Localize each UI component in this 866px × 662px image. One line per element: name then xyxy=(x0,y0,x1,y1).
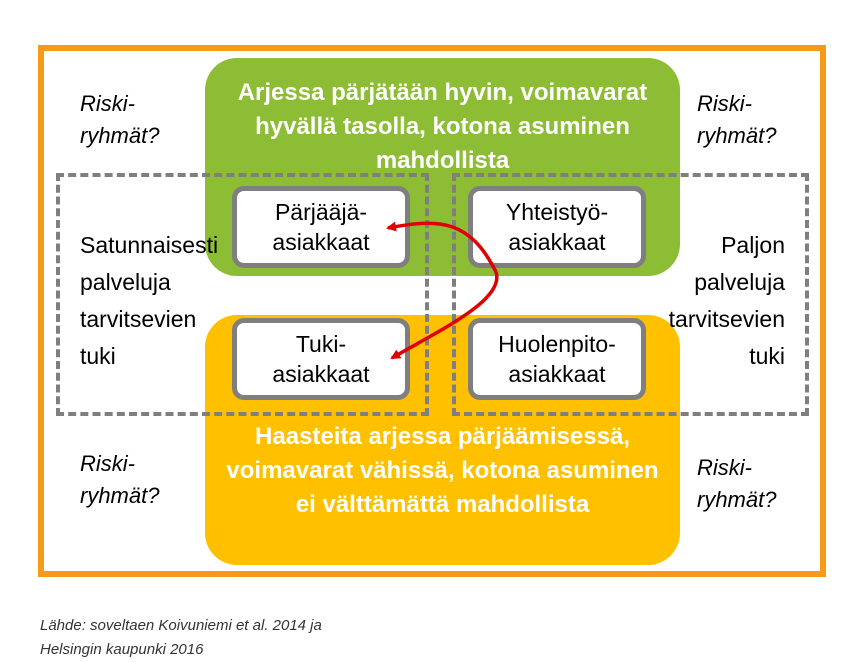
risk-group-bottom-right: Riski-ryhmät? xyxy=(697,455,777,512)
source-caption: Lähde: soveltaen Koivuniemi et al. 2014 ja Helsingin kaupunki 2016 xyxy=(40,617,322,658)
arrow-to-parjaaja xyxy=(388,223,496,272)
side-label-right: Paljon palveluja tarvitsevien tuki xyxy=(668,232,785,369)
risk-group-bottom-left: Riski-ryhmät? xyxy=(80,451,160,508)
arrow-to-tuki xyxy=(392,272,497,358)
card-parjaaja-label: Pärjääjä-asiakkaat xyxy=(272,199,370,255)
side-label-left: Satunnaisesti palveluja tarvitsevien tuki xyxy=(80,232,219,369)
green-zone-text: Arjessa pärjätään hyvin, voimavarat hyvällä tasolla, kotona asuminen mahdollista xyxy=(237,79,648,174)
card-yhteistyo-label: Yhteistyö-asiakkaat xyxy=(505,199,609,255)
orange-zone-text: Haasteita arjessa pärjäämisessä, voimavarat vähissä, kotona asuminen ei välttämättä mahdollista xyxy=(226,423,659,518)
card-tuki-label: Tuki-asiakkaat xyxy=(272,331,370,387)
card-huolenpito-label: Huolenpito-asiakkaat xyxy=(498,331,616,387)
risk-group-top-right: Riski-ryhmät? xyxy=(697,91,777,148)
risk-group-top-left: Riski-ryhmät? xyxy=(80,91,160,148)
